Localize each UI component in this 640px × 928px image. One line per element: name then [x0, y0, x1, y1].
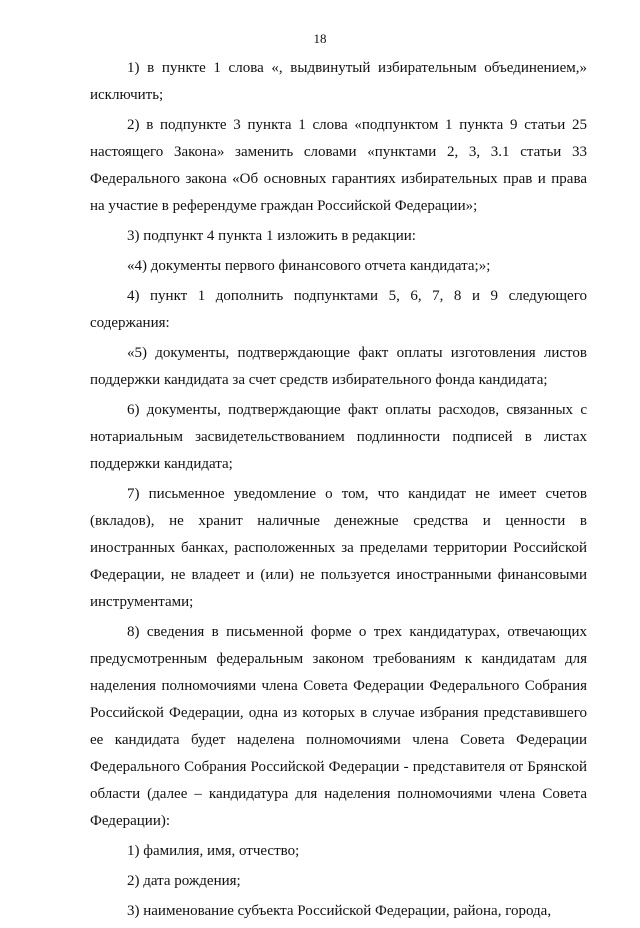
paragraph: 2) в подпункте 3 пункта 1 слова «подпунктом 1 пункта 9 статьи 25 настоящего Закона» заменить словами «пунктами 2, 3, 3.1 статьи 33 Федерального закона «Об основных гарантиях избирательных прав и права на участие в референдуме граждан Российской Федерации»;	[90, 117, 587, 214]
paragraph: 3) подпункт 4 пункта 1 изложить в редакции:	[127, 228, 416, 244]
paragraph: 1) фамилия, имя, отчество;	[127, 843, 300, 859]
paragraph: «4) документы первого финансового отчета кандидата;»;	[127, 258, 491, 274]
paragraph: 4) пункт 1 дополнить подпунктами 5, 6, 7, 8 и 9 следующего содержания:	[90, 288, 587, 331]
paragraph: 1) в пункте 1 слова «, выдвинутый избирательным объединением,» исключить;	[90, 60, 587, 103]
page-number: 18	[313, 31, 327, 46]
paragraph: 8) сведения в письменной форме о трех кандидатурах, отвечающих предусмотренным федеральным законом требованиям к кандидатам для наделения полномочиями члена Совета Федерации Федерального Собрания Российской Федерации, одна из которых в случае избрания представившего ее кандидата будет наделена полномочиями члена Совета Федерации Федерального Собрания Российской Федерации - представителя от Брянской области (далее – кандидатура для наделения полномочиями члена Совета Федерации):	[90, 624, 587, 829]
paragraph: 6) документы, подтверждающие факт оплаты расходов, связанных с нотариальным засвидетельствованием подлинности подписей в листах поддержки кандидата;	[90, 402, 587, 472]
paragraph: «5) документы, подтверждающие факт оплаты изготовления листов поддержки кандидата за счет средств избирательного фонда кандидата;	[90, 345, 587, 388]
paragraph: 3) наименование субъекта Российской Федерации, района, города,	[127, 903, 552, 919]
paragraph: 2) дата рождения;	[127, 873, 241, 889]
document-body	[90, 55, 587, 928]
paragraph: 7) письменное уведомление о том, что кандидат не имеет счетов (вкладов), не хранит наличные денежные средства и ценности в иностранных банках, расположенных за пределами территории Российской Федерации, не владеет и (или) не пользуется иностранными финансовыми инструментами;	[90, 486, 587, 610]
